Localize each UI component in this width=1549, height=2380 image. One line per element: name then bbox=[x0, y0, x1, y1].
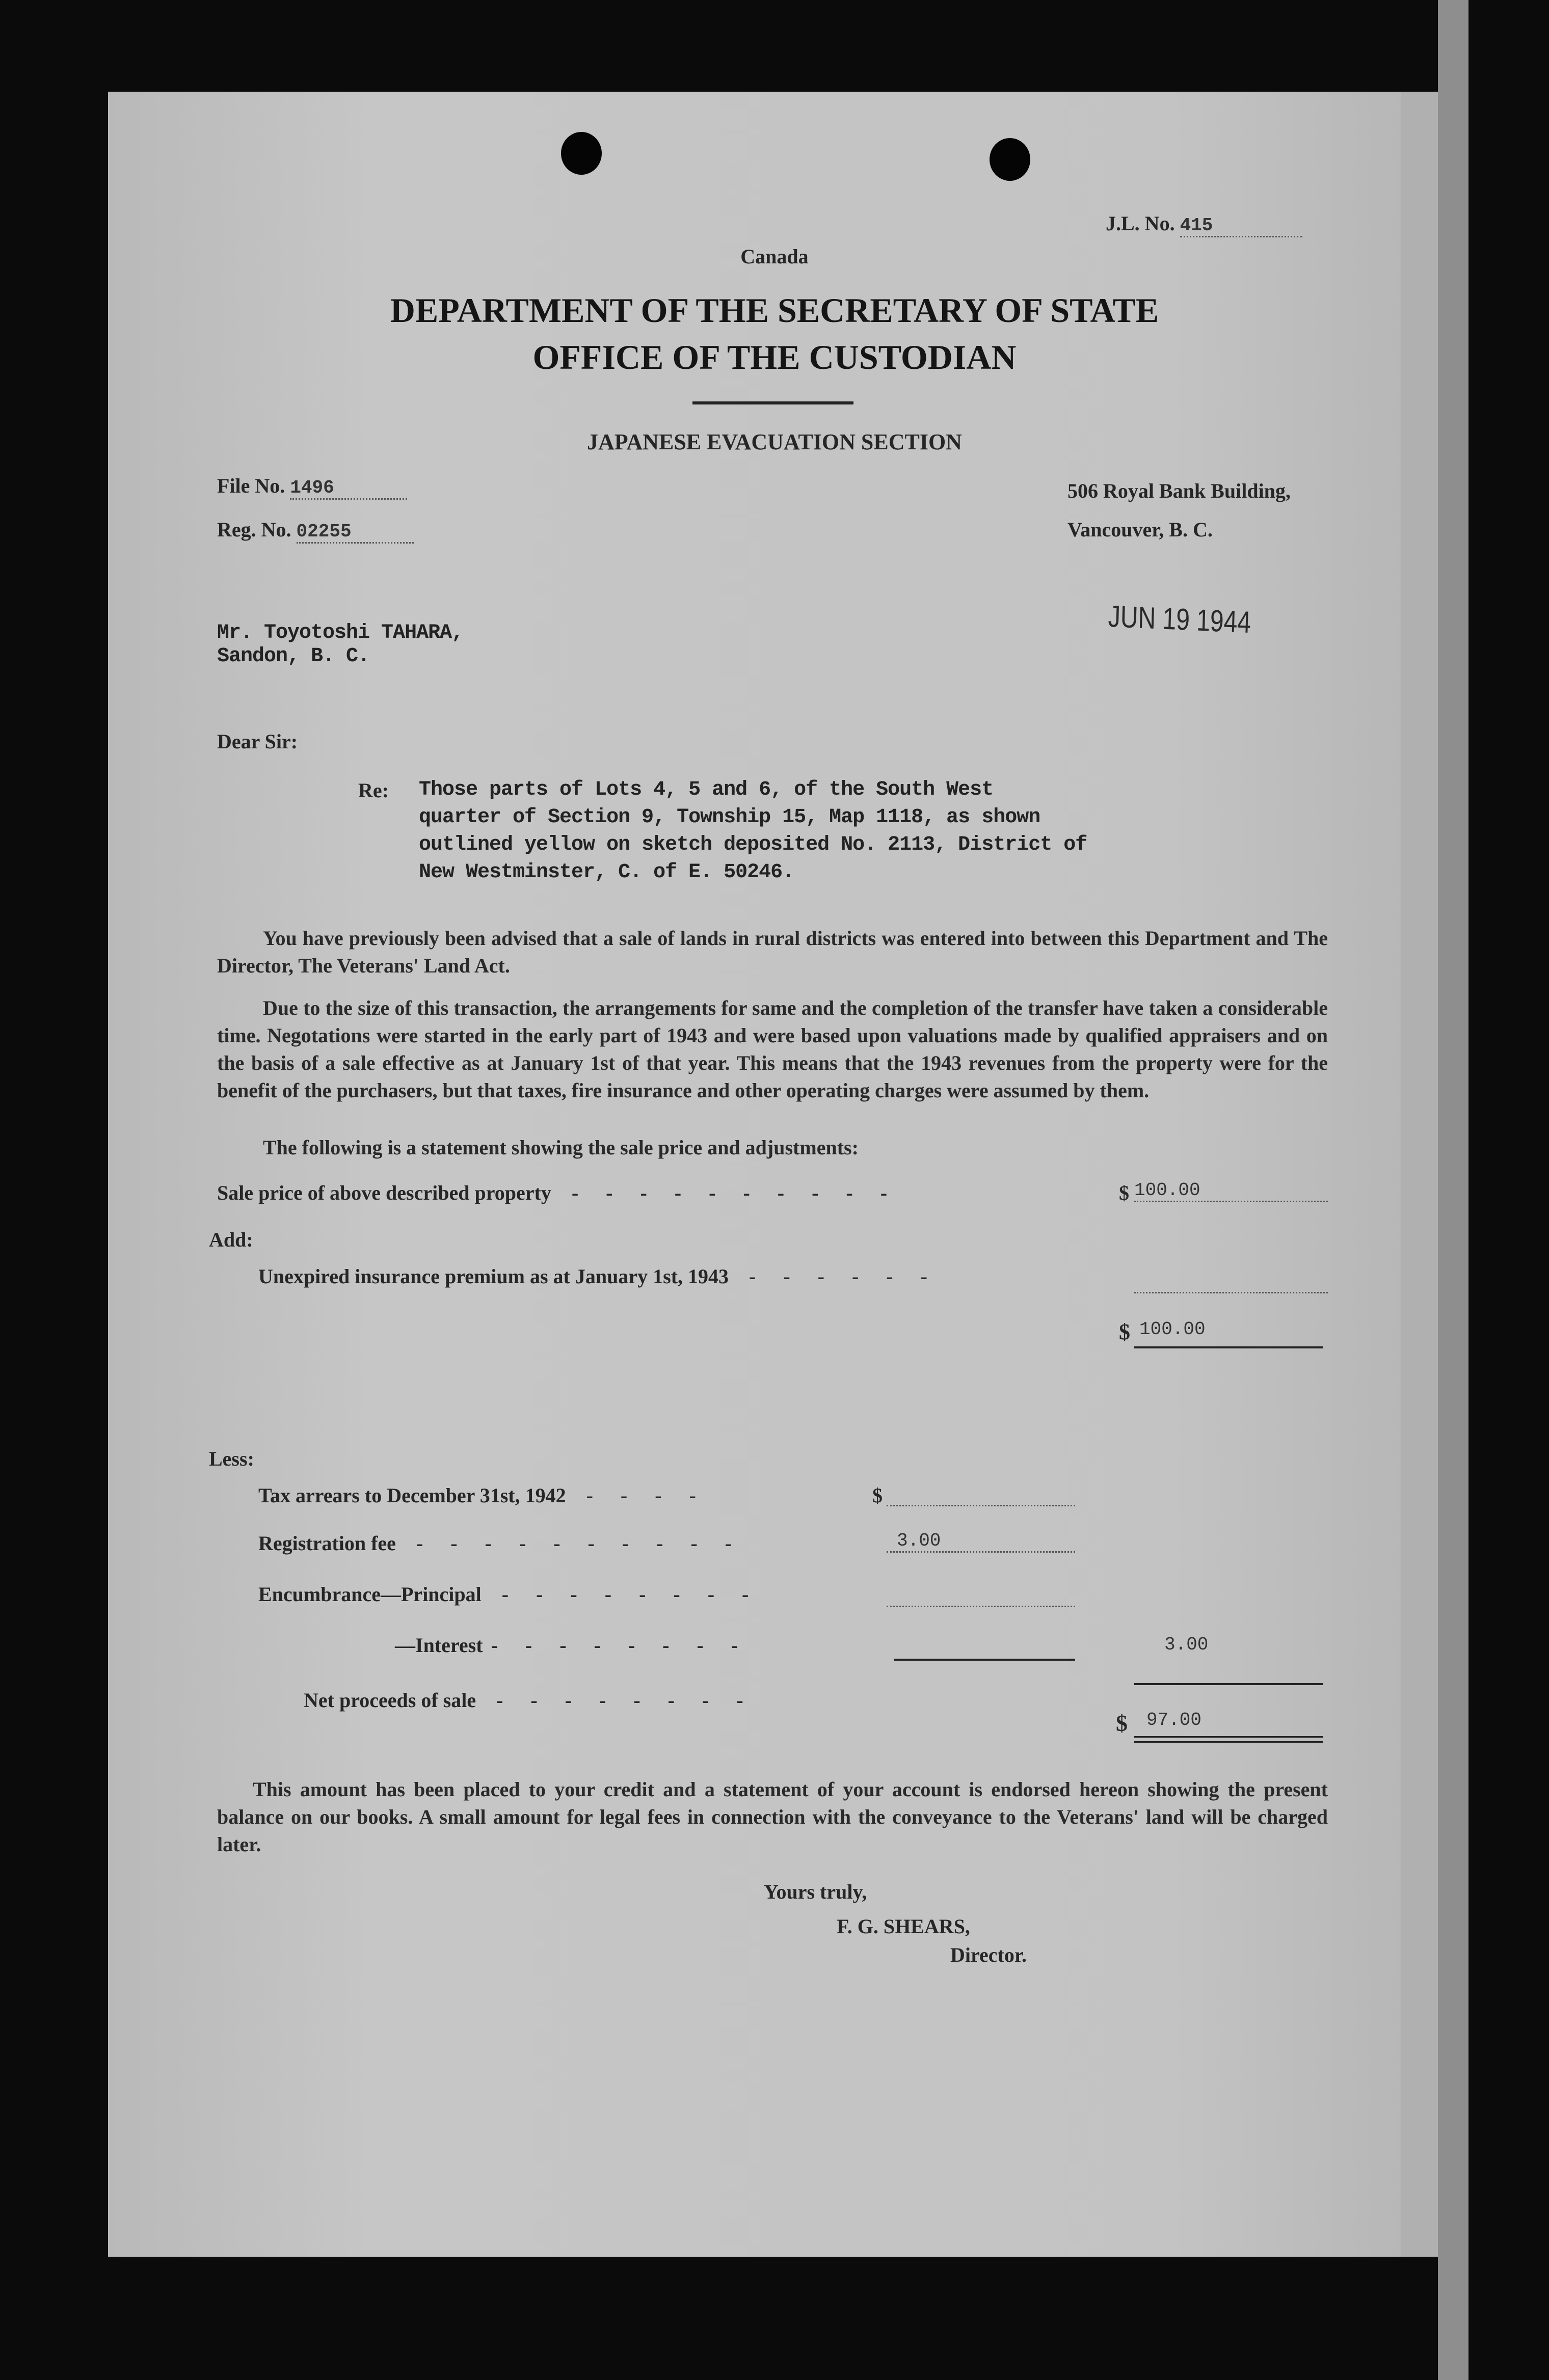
section-heading: JAPANESE EVACUATION SECTION bbox=[587, 429, 962, 454]
closing: Yours truly, bbox=[764, 1880, 867, 1903]
punch-hole bbox=[561, 132, 602, 175]
less-label: Less: bbox=[209, 1447, 254, 1470]
less-row bbox=[0, 1447, 1549, 1483]
insurance-value-line bbox=[1134, 1277, 1328, 1293]
add-row bbox=[0, 1228, 1549, 1264]
signatory-name-row bbox=[0, 1914, 1549, 1943]
signatory-title-row bbox=[0, 1943, 1549, 1971]
reg-label: Reg. No. bbox=[217, 518, 291, 541]
subtotal-currency: $ bbox=[1119, 1319, 1130, 1344]
tax-value-line bbox=[887, 1491, 1075, 1506]
address-line-1: 506 Royal Bank Building, bbox=[1067, 479, 1291, 502]
file-label: File No. bbox=[217, 474, 285, 497]
sale-price-currency: $ bbox=[1119, 1181, 1129, 1204]
sale-price-row bbox=[0, 1181, 1549, 1228]
tax-arrears-label: Tax arrears to December 31st, 1942 - - - - bbox=[258, 1484, 707, 1507]
closing-paragraph: This amount has been placed to your credit and a statement of your account is endorsed hereon showing the present balance on our books. A small amount for legal fees in connection with the conveyance to the Veterans' land will be charged later. bbox=[217, 1778, 1328, 1856]
closing-row bbox=[0, 1880, 1549, 1914]
signatory-name: F. G. SHEARS, bbox=[837, 1915, 970, 1938]
registration-fee-value: 3.00 bbox=[887, 1530, 1075, 1553]
registration-fee-label: Registration fee - - - - - - - - - - bbox=[258, 1532, 743, 1555]
net-double-rule bbox=[1134, 1736, 1323, 1738]
interest-rule bbox=[894, 1659, 1075, 1661]
net-proceeds-row bbox=[0, 1688, 1549, 1776]
address-line-2: Vancouver, B. C. bbox=[1067, 518, 1213, 541]
insurance-row bbox=[0, 1264, 1549, 1319]
net-proceeds-value: 97.00 bbox=[1146, 1710, 1202, 1730]
net-currency: $ bbox=[1116, 1710, 1128, 1736]
tax-currency: $ bbox=[872, 1484, 883, 1507]
subtotal-rule bbox=[1134, 1346, 1323, 1348]
paragraph: Due to the size of this transaction, the arrangements for same and the completion of the transfer have taken a considerable time. Negotations were started in the early part of 1943 and were based upon valuations made by qualified appraisers and on the basis of a sale effective as at January 1st of that year. This means that the 1943 revenues from the property were for the benefit of the purchasers, but that taxes, fire insurance and other operating charges were assumed by them. bbox=[217, 996, 1328, 1102]
jl-number bbox=[1106, 211, 1302, 237]
insurance-label: Unexpired insurance premium as at January 1st, 1943 - - - - - - bbox=[258, 1265, 939, 1288]
encumbrance-interest-row bbox=[0, 1633, 1549, 1688]
encumbrance-principal-row bbox=[0, 1582, 1549, 1633]
re-label: Re: bbox=[358, 779, 389, 802]
office-heading: OFFICE OF THE CUSTODIAN bbox=[532, 338, 1017, 376]
reg-number bbox=[217, 518, 414, 544]
net-proceeds-label: Net proceeds of sale - - - - - - - - bbox=[304, 1689, 755, 1712]
registration-fee-row bbox=[0, 1531, 1549, 1582]
paragraph: The following is a statement showing the sale price and adjustments: bbox=[263, 1136, 859, 1159]
subtotal-value: 100.00 bbox=[1139, 1319, 1206, 1340]
deductions-rule bbox=[1134, 1683, 1323, 1685]
sale-price-value: 100.00 bbox=[1134, 1180, 1328, 1202]
paragraph: You have previously been advised that a sale of lands in rural districts was entered into between this Department and The Director, The Veterans' Land Act. bbox=[217, 927, 1328, 977]
re-line: outlined yellow on sketch deposited No. 2113, District of bbox=[419, 833, 1087, 856]
sale-price-label: Sale price of above described property - - - - - - - - - - bbox=[217, 1181, 899, 1204]
deductions-total: 3.00 bbox=[1164, 1634, 1209, 1655]
recipient-name: Mr. Toyotoshi TAHARA, bbox=[217, 621, 464, 644]
file-value: 1496 bbox=[290, 477, 407, 500]
add-label: Add: bbox=[209, 1228, 253, 1251]
subtotal-row bbox=[0, 1319, 1549, 1447]
date-stamp: JUN 19 1944 bbox=[1108, 599, 1251, 640]
encumbrance-interest-label: —Interest - - - - - - - - bbox=[395, 1634, 750, 1657]
re-line: Those parts of Lots 4, 5 and 6, of the South West bbox=[419, 778, 994, 801]
encumbrance-principal-label: Encumbrance—Principal - - - - - - - - bbox=[258, 1583, 760, 1606]
jl-label: J.L. No. bbox=[1106, 212, 1175, 235]
letter-body bbox=[0, 925, 1549, 1971]
re-line: quarter of Section 9, Township 15, Map 1118, as shown bbox=[419, 806, 1040, 829]
net-double-rule bbox=[1134, 1741, 1323, 1743]
encumbrance-principal-line bbox=[887, 1592, 1075, 1607]
recipient-place: Sandon, B. C. bbox=[217, 645, 370, 668]
re-line: New Westminster, C. of E. 50246. bbox=[419, 861, 794, 884]
reg-value: 02255 bbox=[297, 521, 414, 544]
country: Canada bbox=[740, 245, 809, 268]
signatory-title: Director. bbox=[950, 1943, 1027, 1966]
jl-value: 415 bbox=[1180, 215, 1302, 237]
tax-arrears-row bbox=[0, 1483, 1549, 1531]
punch-hole bbox=[990, 138, 1030, 181]
salutation: Dear Sir: bbox=[217, 730, 298, 753]
file-number bbox=[217, 474, 407, 500]
department-heading: DEPARTMENT OF THE SECRETARY OF STATE bbox=[390, 291, 1159, 330]
heading-rule bbox=[692, 401, 853, 404]
